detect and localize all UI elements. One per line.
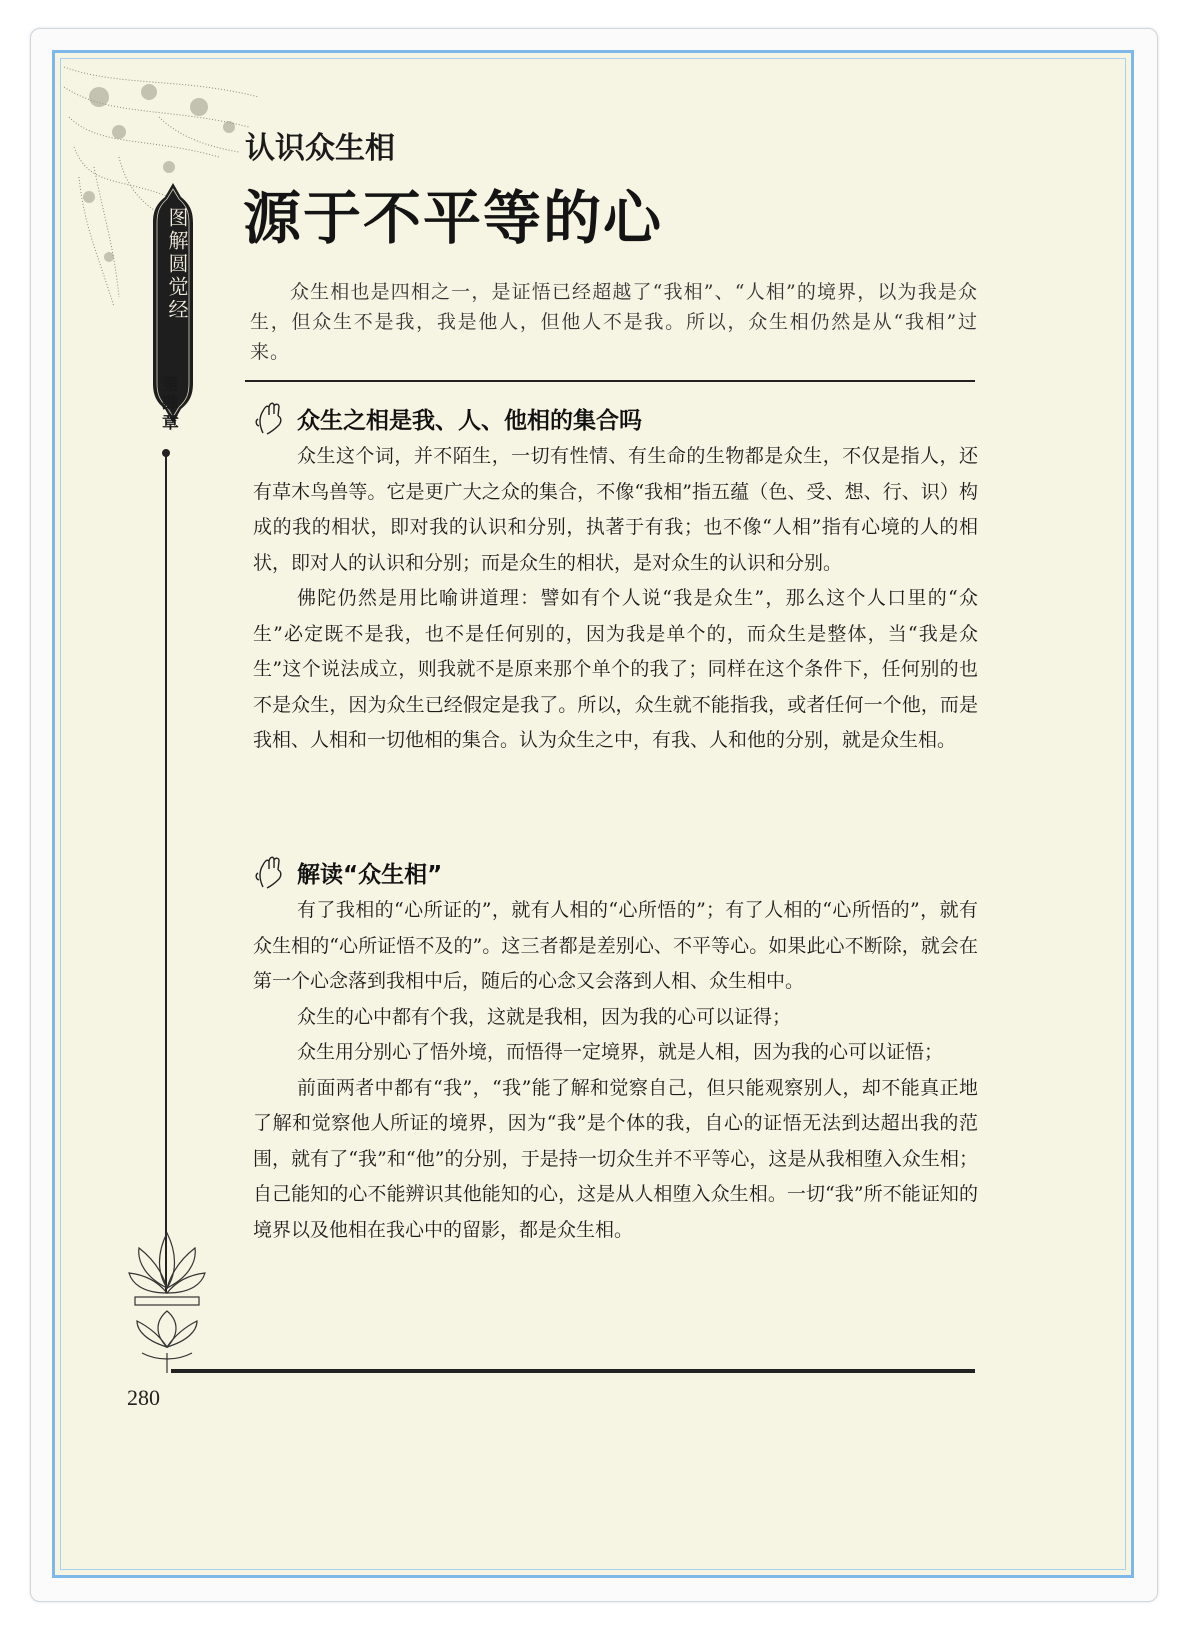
vertical-rule — [165, 453, 167, 1293]
intro-paragraph: 众生相也是四相之一，是证悟已经超越了“我相”、“人相”的境界，以为我是众生，但众生不是我，我是他人，但他人不是我。所以，众生相仍然是从“我相”过来。 — [250, 281, 978, 363]
lotus-icon — [127, 1223, 207, 1373]
section-1-heading — [255, 399, 642, 437]
paragraph: 佛陀仍然是用比喻讲道理：譬如有个人说“我是众生”，那么这个人口里的“众生”必定既不是我，也不是任何别的，因为我是单个的，而众生是整体，当“我是众生”这个说法成立，则我就不是原来那个单个的我了；同样在这个条件下，任何别的也不是众生，因为众生已经假定是我了。所以，众生就不能指我，或者任何一个他，而是我相、人相和一切他相的集合。认为众生之中，有我、人和他的分别，就是众生相。 — [253, 587, 978, 751]
paragraph: 有了我相的“心所证的”，就有人相的“心所悟的”；有了人相的“心所悟的”，就有众生相的“心所证悟不及的”。这三者都是差别心、不平等心。如果此心不断除，就会在第一个心念落到我相中后，随后的心念又会落到人相、众生相中。 — [253, 899, 978, 992]
hand-mudra-icon — [255, 853, 285, 891]
paragraph: 众生的心中都有个我，这就是我相，因为我的心可以证得； — [297, 1005, 792, 1028]
paragraph: 前面两者中都有“我”，“我”能了解和觉察自己，但只能观察别人，却不能真正地了解和觉察他人所证的境界，因为“我”是个体的我，自心的证悟无法到达超出我的范围，就有了“我”和“他”的分别，于是持一切众生并不平等心，这是从我相堕入众生相；自己能知的心不能辨识其他能知的心，这是从人相堕入众生相。一切“我”所不能证知的境界以及他相在我心中的留影，都是众生相。 — [253, 1076, 978, 1241]
section-2-body — [253, 893, 978, 1248]
page-number: 280 — [127, 1385, 160, 1410]
book-page — [52, 50, 1134, 1578]
page-title: 源于不平等的心 — [243, 184, 664, 252]
section-1-heading-text: 众生之相是我、人、他相的集合吗 — [297, 407, 642, 434]
paragraph: 众生这个词，并不陌生，一切有性情、有生命的生物都是众生，不仅是指人，还有草木鸟兽等。它是更广大之众的集合，不像“我相”指五蕴（色、受、想、行、识）构成的我的相状，即对我的认识和分别，执著于有我；也不像“人相”指有心境的人的相状，即对人的认识和分别；而是众生的相状，是对众生的认识和分别。 — [253, 445, 978, 574]
divider-top — [245, 380, 975, 382]
paragraph: 众生用分别心了悟外境，而悟得一定境界，就是人相，因为我的心可以证悟； — [297, 1041, 944, 1063]
section-kicker: 认识众生相 — [245, 131, 395, 166]
chapter-label: 第肆章 — [158, 375, 178, 432]
section-2-heading-text: 解读“众生相” — [297, 861, 443, 888]
hand-mudra-icon — [255, 399, 285, 437]
divider-bottom — [171, 1369, 975, 1373]
section-1-body — [253, 439, 978, 759]
book-title-text: 图解圆觉经 — [165, 207, 189, 322]
section-2-heading — [255, 853, 442, 891]
